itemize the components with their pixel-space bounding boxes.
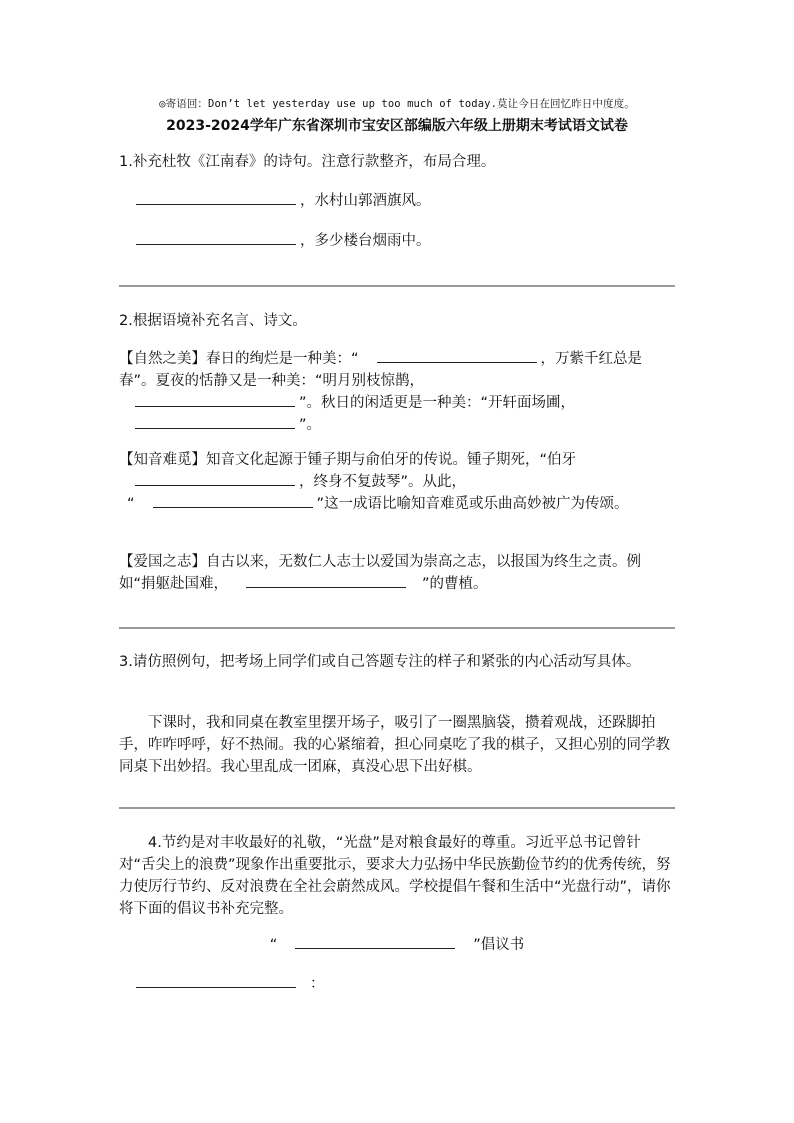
motto-line: ◎寄语回：Don’t let yesterday use up too much of today.莫让今日在回忆昨日中度度。 <box>159 98 635 110</box>
q3-example: 下课时，我和同桌在教室里摆开场子，吸引了一圈黑脑袋，攒着观战，还跺脚拍手，咋咋呼呼，好不热闹。我的心紧缩着，担心同桌吃了我的棋子，又担心别的同学教同桌下出妙招。我心里乱成一团麻，真没心思下出好棋。 <box>119 715 670 775</box>
q1-line1-text: ，水村山郭酒旗风。 <box>300 193 431 209</box>
section-divider <box>119 627 675 629</box>
answer-blank[interactable] <box>153 493 313 508</box>
answer-blank[interactable] <box>295 934 455 949</box>
q4-salutation-colon: ： <box>310 976 325 992</box>
q2-nature-text-2: ，万紫千红总是春”。夏夜的恬静又是一种美：“明月别枝惊鹊， <box>119 351 643 389</box>
q2-prompt: 2.根据语境补充名言、诗文。 <box>119 313 307 329</box>
q2-nature-text-4: ”。 <box>299 417 322 433</box>
q4-heading-close: ”倡议书 <box>473 937 525 953</box>
q1-line1 <box>136 190 692 212</box>
answer-blank[interactable] <box>135 471 295 486</box>
q4-salutation <box>136 973 692 995</box>
q2-nature-text-1: 【自然之美】春日的绚烂是一种美：“ <box>119 351 359 367</box>
q2-aiguo-text-2: ”的曹植。 <box>422 576 488 592</box>
q2-zhiyin-text-4: ”这一成语比喻知音难觅或乐曲高妙被广为传颂。 <box>316 496 629 512</box>
q2-aiguo-paragraph <box>119 551 675 595</box>
answer-blank[interactable] <box>246 573 406 588</box>
q3-prompt: 3.请仿照例句，把考场上同学们或自己答题专注的样子和紧张的内心活动写具体。 <box>119 654 641 670</box>
q2-zhiyin-text-3: “ <box>127 496 135 512</box>
q2-zhiyin-text-1: 【知音难觅】知音文化起源于锺子期与俞伯牙的传说。锺子期死，“伯牙 <box>119 452 577 468</box>
answer-blank[interactable] <box>136 973 296 988</box>
section-divider <box>119 807 675 809</box>
q4-heading <box>119 934 675 956</box>
answer-blank[interactable] <box>136 230 296 245</box>
q2-zhiyin-paragraph <box>119 449 675 515</box>
q2-zhiyin-text-2: ，终身不复鼓琴”。从此， <box>299 474 467 490</box>
answer-blank[interactable] <box>135 392 295 407</box>
q4-prompt: 4.节约是对丰收最好的礼敬，“光盘”是对粮食最好的尊重。习近平总书记曾针对“舌尖上的浪费”现象作出重要批示，要求大力弘扬中华民族勤俭节约的优秀传统，努力使厉行节约、反对浪费在全社会蔚然成风。学校提倡午餐和生活中“光盘行动”，请你将下面的倡议书补充完整。 <box>119 835 671 917</box>
page-title: 2023-2024学年广东省深圳市宝安区部编版六年级上册期末考试语文试卷 <box>166 118 628 134</box>
q1-line2-text: ，多少楼台烟雨中。 <box>300 233 431 249</box>
answer-blank[interactable] <box>135 414 295 429</box>
q2-nature-paragraph <box>119 348 675 436</box>
q2-aiguo-text-1: 【爱国之志】自古以来，无数仁人志士以爱国为崇高之志，以报国为终生之责。例如“捐躯赴国难， <box>119 554 641 592</box>
section-divider <box>119 285 675 287</box>
q4-heading-open: “ <box>269 937 278 953</box>
q2-nature-text-3: ”。秋日的闲适更是一种美：“开轩面场圃， <box>299 395 576 411</box>
answer-blank[interactable] <box>136 190 296 205</box>
answer-blank[interactable] <box>377 348 537 363</box>
q1-line2 <box>136 230 692 252</box>
q1-prompt: 1.补充杜牧《江南春》的诗句。注意行款整齐，布局合理。 <box>119 154 496 170</box>
